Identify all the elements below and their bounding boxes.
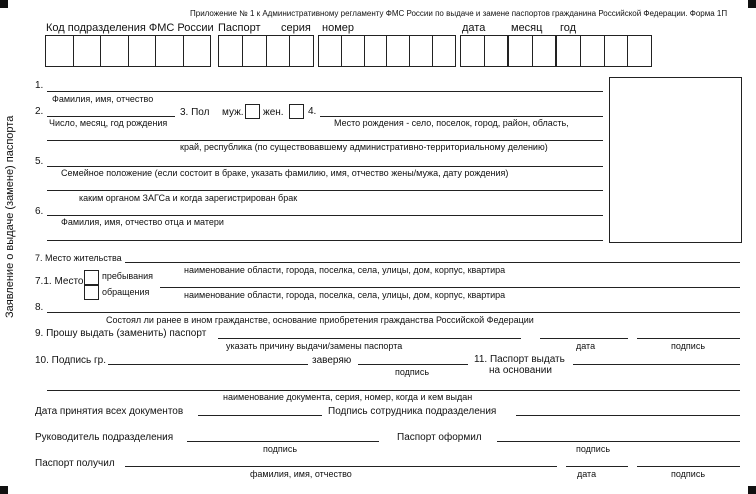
issue-basis-line[interactable] — [573, 364, 740, 365]
series-label: серия — [281, 22, 311, 34]
document-hint: наименование документа, серия, номер, когда и кем выдан — [223, 392, 473, 402]
fio-hint: Фамилия, имя, отчество — [52, 94, 154, 104]
received-sign-line[interactable] — [637, 466, 740, 467]
birth-date-hint: Число, месяц, год рождения — [49, 118, 168, 128]
passport-label: Паспорт — [218, 22, 261, 34]
passport-series-cells[interactable] — [218, 35, 314, 67]
side-title: Заявление о выдаче (замене) паспорта — [4, 115, 16, 318]
region-line[interactable] — [47, 140, 603, 141]
field-6-number: 6. — [35, 206, 44, 217]
issued-by-line[interactable] — [497, 441, 740, 442]
month-label: месяц — [511, 22, 543, 34]
appeal-label: обращения — [102, 287, 150, 297]
field-2-number: 2. — [35, 106, 44, 117]
field-8-number: 8. — [35, 302, 44, 313]
corner-mark-top-right — [748, 0, 756, 8]
place71-label: 7.1. Место — [35, 276, 84, 287]
family-line[interactable] — [47, 166, 603, 167]
place71-line[interactable] — [160, 287, 740, 288]
parents-hint: Фамилия, имя, отчество отца и матери — [61, 217, 224, 227]
received-label: Паспорт получил — [35, 458, 115, 469]
docs-date-line[interactable] — [198, 415, 322, 416]
issue-basis-label: 11. Паспорт выдать — [474, 354, 565, 365]
citizenship-hint: Состоял ли ранее в ином гражданстве, основание приобретения гражданства Российской Федерации — [106, 315, 534, 325]
header-note: Приложение № 1 к Административному регламенту ФМС России по выдаче и замене паспортов гражданина Российской Федерации. Форма 1П — [190, 9, 728, 18]
signature-line[interactable] — [108, 364, 308, 365]
day-cells[interactable] — [460, 35, 508, 67]
certify-sign-hint: подпись — [395, 367, 430, 377]
request-sign-hint: подпись — [671, 341, 706, 351]
reason-line[interactable] — [218, 338, 521, 339]
field-4-number: 4. — [308, 106, 317, 117]
head-sign-line[interactable] — [187, 441, 379, 442]
certify-label: заверяю — [312, 355, 352, 366]
region-hint: край, республика (по существовавшему административно-территориальному делению) — [180, 142, 548, 152]
division-code-cells[interactable] — [45, 35, 211, 67]
parents-line-2[interactable] — [47, 240, 603, 241]
request-sign-line[interactable] — [637, 338, 740, 339]
birth-date-line[interactable] — [47, 116, 175, 117]
year-label: год — [560, 22, 577, 34]
month-cells[interactable] — [508, 35, 556, 67]
female-checkbox[interactable] — [289, 104, 304, 119]
stay-checkbox[interactable] — [84, 270, 99, 285]
passport-number-cells[interactable] — [318, 35, 456, 67]
zags-line[interactable] — [47, 190, 603, 191]
received-date-line[interactable] — [566, 466, 628, 467]
zags-hint: каким органом ЗАГСа и когда зарегистрирован брак — [79, 193, 298, 203]
male-label: муж. — [222, 107, 244, 118]
issued-by-label: Паспорт оформил — [397, 432, 482, 443]
residence-line[interactable] — [125, 262, 740, 263]
birth-place-hint: Место рождения - село, поселок, город, район, область, — [334, 118, 569, 128]
request-label: 9. Прошу выдать (заменить) паспорт — [35, 328, 207, 339]
received-fio-hint: фамилия, имя, отчество — [250, 469, 352, 479]
received-sign-hint: подпись — [671, 469, 706, 479]
issued-sign-hint: подпись — [576, 444, 611, 454]
residence-hint: наименование области, города, поселка, села, улицы, дом, корпус, квартира — [184, 265, 506, 275]
officer-sign-label: Подпись сотрудника подразделения — [328, 406, 497, 417]
number-label: номер — [322, 22, 354, 34]
corner-mark-bottom-left — [0, 486, 8, 494]
received-fio-line[interactable] — [125, 466, 557, 467]
document-line[interactable] — [47, 390, 740, 391]
field-1-number: 1. — [35, 80, 44, 91]
parents-line[interactable] — [47, 215, 603, 216]
officer-sign-line[interactable] — [516, 415, 740, 416]
docs-date-label: Дата принятия всех документов — [35, 406, 184, 417]
year-cells[interactable] — [556, 35, 652, 67]
certify-line[interactable] — [358, 364, 468, 365]
field-5-number: 5. — [35, 156, 44, 167]
place71-hint: наименование области, города, поселка, села, улицы, дом, корпус, квартира — [184, 290, 506, 300]
female-label: жен. — [263, 107, 284, 118]
date-label: дата — [462, 22, 486, 34]
request-date-line[interactable] — [540, 338, 628, 339]
head-label: Руководитель подразделения — [35, 432, 174, 443]
family-hint: Семейное положение (если состоит в браке, указать фамилию, имя, отчество жены/мужа, дату рождения) — [61, 168, 509, 178]
head-sign-hint: подпись — [263, 444, 298, 454]
stay-label: пребывания — [102, 271, 153, 281]
signature-label: 10. Подпись гр. — [35, 355, 107, 366]
fio-line[interactable] — [47, 91, 603, 92]
reason-hint: указать причину выдачи/замены паспорта — [226, 341, 403, 351]
corner-mark-top-left — [0, 0, 8, 8]
appeal-checkbox[interactable] — [84, 285, 99, 300]
photo-box — [609, 77, 742, 243]
residence-label: 7. Место жительства — [35, 253, 122, 263]
request-date-hint: дата — [576, 341, 596, 351]
division-code-label: Код подразделения ФМС России — [46, 22, 214, 34]
birth-place-line[interactable] — [320, 116, 603, 117]
received-date-hint: дата — [577, 469, 597, 479]
male-checkbox[interactable] — [245, 104, 260, 119]
issue-basis-label-2: на основании — [489, 365, 552, 376]
citizenship-line[interactable] — [47, 312, 740, 313]
gender-label: 3. Пол — [180, 107, 210, 118]
corner-mark-bottom-right — [748, 486, 756, 494]
